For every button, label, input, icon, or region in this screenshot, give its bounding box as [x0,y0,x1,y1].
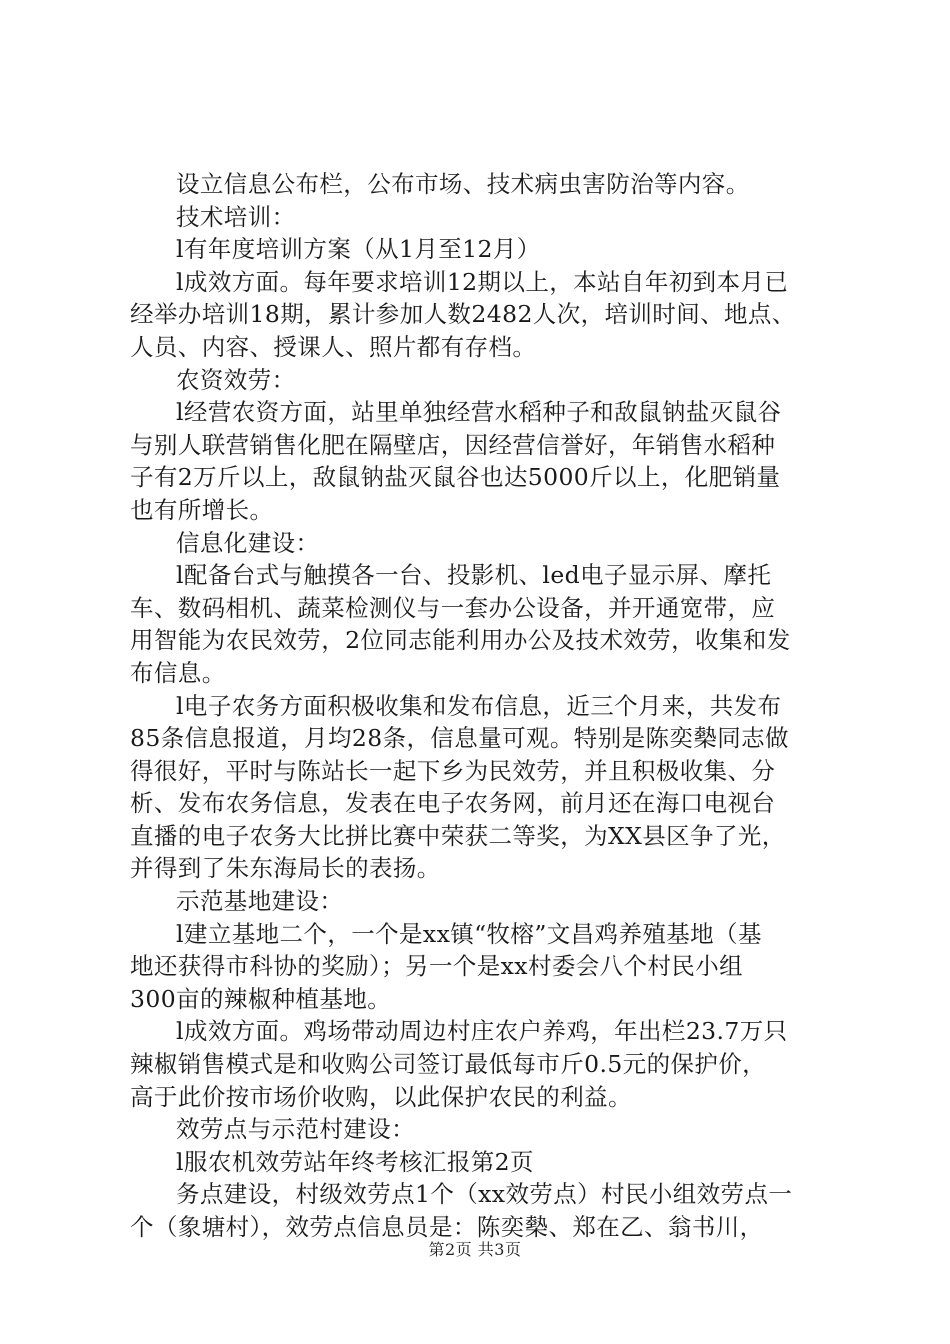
text-line: 人员、内容、授课人、照片都有存档。 [130,332,537,361]
text-line: 用智能为农民效劳，2位同志能利用办公及技术效劳，收集和发 [130,626,791,655]
text-line: l成效方面。鸡场带动周边村庄农户养鸡，年出栏23.7万只 [176,1017,788,1046]
text-line: l有年度培训方案（从1月至12月） [176,235,541,264]
text-line: l配备台式与触摸各一台、投影机、led电子显示屏、摩托 [176,561,772,590]
document-body [130,168,830,1244]
text-line: l服农机效劳站年终考核汇报第2页 [176,1147,534,1176]
text-line: 与别人联营销售化肥在隔壁店，因经营信誉好，年销售水稻种 [130,430,776,459]
text-line: 并得到了朱东海局长的表扬。 [130,854,441,883]
text-line: l建立基地二个，一个是xx镇“牧榕”文昌鸡养殖基地（基 [176,919,762,948]
text-line: 85条信息报道，月均28条，信息量可观。特别是陈奕槷同志做 [130,724,789,753]
text-line: 得很好，平时与陈站长一起下乡为民效劳，并且积极收集、分 [130,756,776,785]
text-line: 信息化建设： [176,528,320,557]
text-line: 示范基地建设： [176,887,344,916]
text-line: 技术培训： [176,202,296,231]
text-line: 300亩的辣椒种植基地。 [130,984,392,1013]
text-line: l电子农务方面积极收集和发布信息，近三个月来，共发布 [176,691,782,720]
text-line: 辣椒销售模式是和收购公司签订最低每市斤0.5元的保护价， [130,1050,767,1079]
text-line: 农资效劳： [176,365,296,394]
page-footer: 第2页 共3页 [428,1240,522,1259]
text-line: 也有所增长。 [130,495,274,524]
text-line: 务点建设，村级效劳点1个（xx效劳点）村民小组效劳点一 [176,1180,793,1209]
text-line: 地还获得市科协的奖励）；另一个是xx村委会八个村民小组 [130,952,744,981]
text-line: 布信息。 [130,658,226,687]
text-line: 子有2万斤以上，敌鼠钠盐灭鼠谷也达5000斤以上，化肥销量 [130,463,781,492]
text-line: 经举办培训18期，累计参加人数2482人次，培训时间、地点、 [130,300,796,329]
text-line: 高于此价按市场价收购，以此保护农民的利益。 [130,1082,632,1111]
text-line: l经营农资方面，站里单独经营水稻种子和敌鼠钠盐灭鼠谷 [176,398,782,427]
text-line: l成效方面。每年要求培训12期以上，本站自年初到本月已 [176,267,789,296]
text-line: 直播的电子农务大比拼比赛中荣获二等奖，为XX县区争了光， [130,821,786,850]
text-line: 设立信息公布栏，公布市场、技术病虫害防治等内容。 [176,170,750,198]
text-line: 个（象塘村），效劳点信息员是：陈奕槷、郑在乙、翁书川， [130,1213,764,1241]
text-line: 析、发布农务信息，发表在电子农务网，前月还在海口电视台 [130,789,776,818]
text-line: 效劳点与示范村建设： [176,1115,415,1144]
text-line: 车、数码相机、蔬菜检测仪与一套办公设备，并开通宽带，应 [130,593,776,622]
